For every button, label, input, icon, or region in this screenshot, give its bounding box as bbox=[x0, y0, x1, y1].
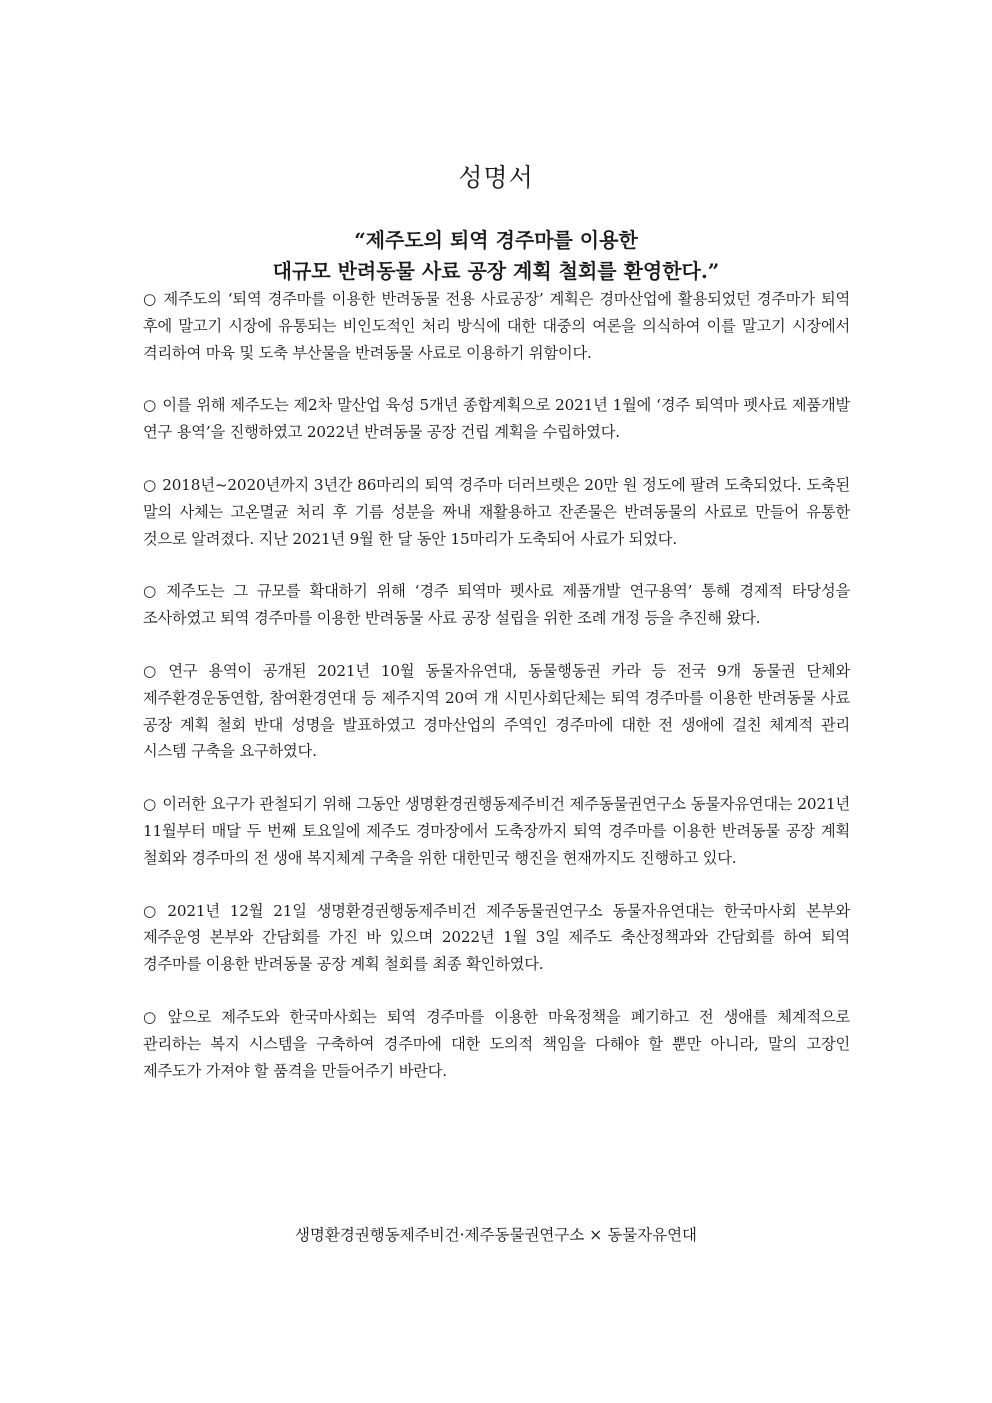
circle-bullet-icon: ○ bbox=[143, 901, 162, 920]
circle-bullet-icon: ○ bbox=[143, 661, 163, 680]
document-title: 성명서 bbox=[458, 163, 534, 192]
circle-bullet-icon: ○ bbox=[143, 290, 158, 308]
paragraph-text: 이러한 요구가 관철되기 위해 그동안 생명환경권행동제주비건 제주동물권연구소 동물자유연대는 2021년 11월부터 매달 두 번째 토요일에 제주도 경마장에서 도축장까지 퇴역 경주마를 이용한 반려동물 공장 계획 철회와 경주마의 전 생애 복지체계 구축을 위한 대한민국 행진을 현재까지도 진행하고 있다. bbox=[143, 795, 850, 867]
paragraph-2 bbox=[143, 392, 850, 446]
paragraph-text: 앞으로 제주도와 한국마사회는 퇴역 경주마를 이용한 마육정책을 폐기하고 전 생애를 체계적으로 관리하는 복지 시스템을 구축하여 경주마에 대한 도의적 책임을 다해야 할 뿐만 아니라, 말의 고장인 제주도가 가져야 할 품격을 만들어주기 바란다. bbox=[143, 1007, 851, 1080]
statement-body bbox=[143, 286, 850, 1110]
paragraph-text: 이를 위해 제주도는 제2차 말산업 육성 5개년 종합계획으로 2021년 1월에 ‘경주 퇴역마 펫사료 제품개발 연구 용역’을 진행하였고 2022년 반려동물 공장 건립 계획을 수립하였다. bbox=[143, 396, 850, 442]
paragraph-6 bbox=[143, 791, 850, 871]
paragraph-3 bbox=[143, 472, 850, 552]
headline-line-2: 대규모 반려동물 사료 공장 계획 철회를 환영한다.” bbox=[272, 259, 720, 283]
paragraph-1 bbox=[143, 286, 850, 366]
circle-bullet-icon: ○ bbox=[143, 795, 157, 814]
circle-bullet-icon: ○ bbox=[143, 582, 161, 601]
signature-line: 생명환경권행동제주비건·제주동물권연구소 × 동물자유연대 bbox=[294, 1226, 698, 1244]
paragraph-8 bbox=[143, 1004, 850, 1084]
circle-bullet-icon: ○ bbox=[143, 1007, 162, 1026]
paragraph-text: 연구 용역이 공개된 2021년 10월 동물자유연대, 동물행동권 카라 등 전국 9개 동물권 단체와 제주환경운동연합, 참여환경연대 등 제주지역 20여 개 시민사회단체는 퇴역 경주마를 이용한 반려동물 사료 공장 계획 철회 반대 성명을 발표하였고 경마산업의 주역인 경주마에 대한 전 생애에 걸친 체계적 관리 시스템 구축을 요구하였다. bbox=[143, 661, 850, 761]
headline-line-1: “제주도의 퇴역 경주마를 이용한 bbox=[354, 228, 638, 252]
statement-headline bbox=[0, 225, 992, 287]
paragraph-text: 제주도의 ‘퇴역 경주마를 이용한 반려동물 전용 사료공장’ 계획은 경마산업에 활용되었던 경주마가 퇴역 후에 말고기 시장에 유통되는 비인도적인 처리 방식에 대한 대중의 여론을 의식하여 이를 말고기 시장에서 격리하여 마육 및 도축 부산물을 반려동물 사료로 이용하기 위함이다. bbox=[143, 290, 850, 362]
paragraph-text: 제주도는 그 규모를 확대하기 위해 ‘경주 퇴역마 펫사료 제품개발 연구용역’ 통해 경제적 타당성을 조사하였고 퇴역 경주마를 이용한 반려동물 사료 공장 설립을 위한 조례 개정 등을 추진해 왔다. bbox=[143, 582, 850, 628]
paragraph-7 bbox=[143, 898, 850, 978]
paragraph-text: 2021년 12월 21일 생명환경권행동제주비건 제주동물권연구소 동물자유연대는 한국마사회 본부와 제주운영 본부와 간담회를 가진 바 있으며 2022년 1월 3일 제주도 축산정책과와 간담회를 하여 퇴역 경주마를 이용한 반려동물 공장 계획 철회를 최종 확인하였다. bbox=[143, 901, 850, 974]
paragraph-5 bbox=[143, 658, 850, 765]
circle-bullet-icon: ○ bbox=[143, 475, 157, 494]
paragraph-4 bbox=[143, 578, 850, 632]
paragraph-text: 2018년~2020년까지 3년간 86마리의 퇴역 경주마 더러브렛은 20만 원 정도에 팔려 도축되었다. 도축된 말의 사체는 고온멸균 처리 후 기름 성분을 짜내 재활용하고 잔존물은 반려동물의 사료로 만들어 유통한 것으로 알려졌다. 지난 2021년 9월 한 달 동안 15마리가 도축되어 사료가 되었다. bbox=[143, 475, 851, 548]
circle-bullet-icon: ○ bbox=[143, 396, 157, 415]
